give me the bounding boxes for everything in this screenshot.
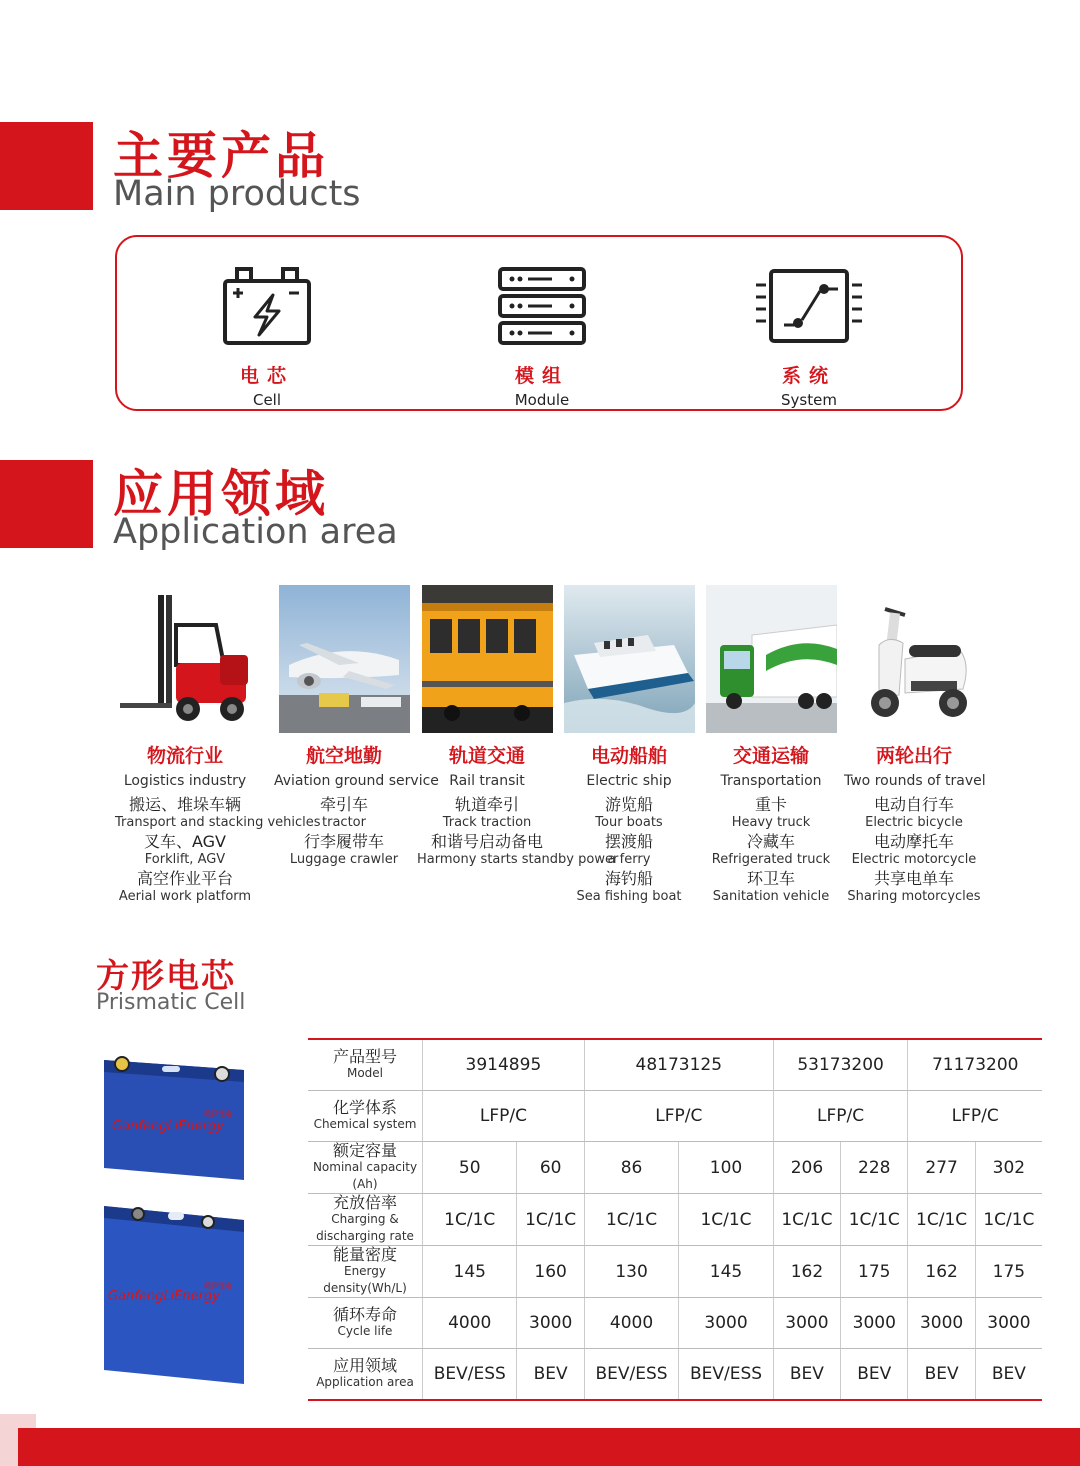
- svg-text:赣锋锂电: 赣锋锂电: [204, 1110, 232, 1118]
- spec-row-header: [308, 1349, 423, 1401]
- spec-cell: 4000: [584, 1298, 678, 1349]
- spec-cell: 1C/1C: [975, 1194, 1042, 1246]
- app-transportation-item-1-en: Heavy truck: [731, 815, 811, 830]
- app-aviation-en: Aviation ground service: [274, 773, 439, 789]
- app-rail-item-1-zh: 轨道牵引: [454, 795, 519, 814]
- spec-row-header-zh: 充放倍率: [332, 1193, 397, 1212]
- app-transportation-en: Transportation: [720, 773, 822, 789]
- app-two-wheel-en: Two rounds of travel: [844, 773, 986, 789]
- app-logistics-en: Logistics industry: [123, 773, 247, 789]
- spec-row-header-en: Nominal capacity (Ah): [312, 1160, 418, 1191]
- spec-cell: 175: [975, 1246, 1042, 1298]
- spec-row-header-en: Application area: [316, 1375, 414, 1389]
- app-two-wheel-item-2-zh: 电动摩托车: [873, 832, 954, 851]
- app-two-wheel-item-3-zh: 共享电单车: [873, 869, 954, 888]
- spec-cell: 160: [517, 1246, 584, 1298]
- spec-row-header-en: Charging & discharging rate: [316, 1212, 414, 1243]
- spec-cell: 130: [584, 1246, 678, 1298]
- spec-cell: 60: [517, 1142, 584, 1194]
- app-rail-item-1-en: Track traction: [442, 815, 532, 830]
- boat-image: [564, 585, 695, 733]
- spec-row-header: [308, 1194, 423, 1246]
- app-ship-item-3-zh: 海钓船: [604, 869, 653, 888]
- application-logistics: [115, 585, 321, 906]
- app-logistics-zh: 物流行业: [146, 745, 223, 767]
- product-module[interactable]: [452, 265, 632, 409]
- spec-cell: 3914895: [423, 1039, 585, 1091]
- app-two-wheel-zh: 两轮出行: [875, 745, 952, 767]
- main-products-title-en: Main products: [113, 174, 361, 214]
- product-system[interactable]: [719, 265, 899, 409]
- app-logistics-item-1-zh: 搬运、堆垛车辆: [128, 795, 241, 814]
- app-rail-en: Rail transit: [449, 773, 525, 789]
- product-module-en: Module: [514, 391, 570, 409]
- app-ship-item-1-en: Tour boats: [595, 815, 663, 830]
- spec-cell: 162: [773, 1246, 840, 1298]
- product-cell[interactable]: [177, 265, 357, 409]
- application-transportation: [701, 585, 841, 906]
- spec-cell: BEV: [517, 1349, 584, 1401]
- main-products-red-block: [0, 122, 93, 210]
- spec-cell: 53173200: [773, 1039, 908, 1091]
- main-products-box: [115, 235, 963, 411]
- app-ship-item-1-zh: 游览船: [604, 795, 653, 814]
- spec-row-header-zh: 循环寿命: [332, 1305, 397, 1324]
- app-two-wheel-item-3-en: Sharing motorcycles: [847, 889, 981, 904]
- spec-row: [308, 1142, 1042, 1194]
- spec-cell: 1C/1C: [584, 1194, 678, 1246]
- app-aviation-item-2-en: Luggage crawler: [289, 852, 399, 867]
- prismatic-title-en: Prismatic Cell: [96, 990, 246, 1015]
- spec-row-header: [308, 1246, 423, 1298]
- spec-row-header-zh: 额定容量: [332, 1141, 397, 1160]
- spec-cell: LFP/C: [584, 1091, 773, 1142]
- spec-row-header: [308, 1039, 423, 1091]
- app-ship-en: Electric ship: [586, 773, 672, 789]
- product-cell-zh: 电芯: [239, 365, 294, 387]
- spec-row-header: [308, 1091, 423, 1142]
- module-stack-icon: [496, 265, 588, 347]
- truck-image: [706, 585, 837, 733]
- app-two-wheel-item-1-zh: 电动自行车: [873, 795, 954, 814]
- application-ship: [559, 585, 699, 906]
- app-two-wheel-item-1-en: Electric bicycle: [865, 815, 963, 830]
- spec-cell: 3000: [908, 1298, 975, 1349]
- spec-cell: LFP/C: [908, 1091, 1042, 1142]
- bottom-red-bar: [18, 1428, 1080, 1466]
- prismatic-title-zh: 方形电芯: [96, 956, 236, 995]
- app-transportation-item-2-zh: 冷藏车: [746, 832, 795, 851]
- app-ship-item-2-zh: 摆渡船: [604, 832, 653, 851]
- app-logistics-item-2-zh: 叉车、AGV: [143, 832, 226, 851]
- spec-row-header-zh: 能量密度: [332, 1245, 397, 1264]
- spec-cell: 48173125: [584, 1039, 773, 1091]
- app-two-wheel-item-2-en: Electric motorcycle: [851, 852, 977, 867]
- spec-cell: 175: [841, 1246, 908, 1298]
- app-aviation-item-2-zh: 行李履带车: [303, 832, 384, 851]
- main-products-title-zh: 主要产品: [113, 127, 329, 185]
- spec-cell: 4000: [423, 1298, 517, 1349]
- app-ship-item-3-en: Sea fishing boat: [576, 889, 682, 904]
- spec-row-header-en: Cycle life: [337, 1324, 393, 1338]
- app-aviation-zh: 航空地勤: [305, 745, 382, 767]
- spec-cell: 3000: [975, 1298, 1042, 1349]
- airplane-image: [279, 585, 410, 733]
- forklift-image: [120, 585, 251, 733]
- spec-cell: 145: [423, 1246, 517, 1298]
- spec-cell: 162: [908, 1246, 975, 1298]
- spec-cell: 206: [773, 1142, 840, 1194]
- battery-icon: [221, 265, 313, 347]
- product-system-zh: 系统: [781, 365, 836, 387]
- train-image: [422, 585, 553, 733]
- app-rail-zh: 轨道交通: [448, 745, 525, 767]
- spec-row: [308, 1298, 1042, 1349]
- scooter-image: [849, 585, 980, 733]
- spec-cell: 1C/1C: [517, 1194, 584, 1246]
- application-aviation: [274, 585, 439, 869]
- spec-cell: BEV: [773, 1349, 840, 1401]
- spec-cell: 3000: [773, 1298, 840, 1349]
- spec-row-header: [308, 1142, 423, 1194]
- spec-row-header-zh: 产品型号: [332, 1047, 397, 1066]
- spec-cell: BEV: [841, 1349, 908, 1401]
- spec-row: [308, 1194, 1042, 1246]
- svg-text:GanfengLiEnergy: GanfengLiEnergy: [112, 1119, 224, 1134]
- spec-cell: 3000: [841, 1298, 908, 1349]
- system-chip-icon: [754, 265, 864, 347]
- spec-cell: 1C/1C: [773, 1194, 840, 1246]
- spec-cell: 302: [975, 1142, 1042, 1194]
- app-logistics-item-3-en: Aerial work platform: [118, 889, 252, 904]
- spec-row: [308, 1246, 1042, 1298]
- spec-cell: 3000: [679, 1298, 773, 1349]
- spec-cell: 1C/1C: [908, 1194, 975, 1246]
- app-transportation-item-2-en: Refrigerated truck: [711, 852, 831, 867]
- product-system-en: System: [781, 391, 837, 409]
- app-logistics-item-3-zh: 高空作业平台: [136, 869, 233, 888]
- app-ship-zh: 电动船舶: [590, 745, 667, 767]
- spec-cell: BEV: [908, 1349, 975, 1401]
- app-logistics-item-2-en: Forklift, AGV: [144, 852, 226, 867]
- application-title-zh: 应用领域: [113, 465, 329, 523]
- spec-cell: LFP/C: [423, 1091, 585, 1142]
- spec-cell: LFP/C: [773, 1091, 908, 1142]
- product-module-zh: 模组: [514, 365, 569, 387]
- product-cell-en: Cell: [252, 391, 282, 409]
- spec-cell: 1C/1C: [841, 1194, 908, 1246]
- spec-table: [308, 1038, 1042, 1401]
- spec-cell: 228: [841, 1142, 908, 1194]
- spec-cell: 86: [584, 1142, 678, 1194]
- app-transportation-item-1-zh: 重卡: [754, 795, 787, 814]
- spec-row: [308, 1039, 1042, 1091]
- spec-row-header-en: Chemical system: [313, 1117, 417, 1131]
- spec-row-header-en: Model: [346, 1066, 384, 1080]
- spec-row-header-zh: 应用领域: [332, 1356, 397, 1375]
- spec-cell: 1C/1C: [423, 1194, 517, 1246]
- application-rail: [417, 585, 619, 869]
- prismatic-cell-image-1: [98, 1052, 248, 1182]
- application-red-block: [0, 460, 93, 548]
- application-title-en: Application area: [113, 512, 398, 552]
- spec-cell: 1C/1C: [679, 1194, 773, 1246]
- app-transportation-item-3-zh: 环卫车: [746, 869, 795, 888]
- application-two-wheel: [844, 585, 984, 906]
- spec-cell: BEV: [975, 1349, 1042, 1401]
- svg-text:GanfengLiEnergy: GanfengLiEnergy: [108, 1289, 220, 1304]
- spec-cell: 277: [908, 1142, 975, 1194]
- spec-row-header-en: Energy density(Wh/L): [323, 1264, 407, 1295]
- spec-cell: 50: [423, 1142, 517, 1194]
- spec-row-header-zh: 化学体系: [332, 1098, 397, 1117]
- app-logistics-item-1-en: Transport and stacking vehicles: [115, 815, 321, 830]
- app-rail-item-2-en: Harmony starts standby power: [417, 852, 619, 867]
- spec-row-header: [308, 1298, 423, 1349]
- prismatic-cell-image-2: [98, 1200, 248, 1386]
- app-transportation-zh: 交通运输: [732, 745, 809, 767]
- spec-cell: 71173200: [908, 1039, 1042, 1091]
- spec-row: [308, 1091, 1042, 1142]
- app-aviation-item-1-en: tractor: [322, 815, 366, 830]
- spec-cell: 3000: [517, 1298, 584, 1349]
- spec-row: [308, 1349, 1042, 1401]
- app-ship-item-2-en: a ferry: [607, 852, 651, 867]
- app-transportation-item-3-en: Sanitation vehicle: [712, 889, 830, 904]
- app-rail-item-2-zh: 和谐号启动备电: [430, 832, 543, 851]
- spec-cell: 145: [679, 1246, 773, 1298]
- spec-cell: BEV/ESS: [679, 1349, 773, 1401]
- svg-text:赣锋锂电: 赣锋锂电: [204, 1282, 232, 1290]
- spec-cell: 100: [679, 1142, 773, 1194]
- spec-cell: BEV/ESS: [584, 1349, 678, 1401]
- spec-cell: BEV/ESS: [423, 1349, 517, 1401]
- app-aviation-item-1-zh: 牵引车: [319, 795, 368, 814]
